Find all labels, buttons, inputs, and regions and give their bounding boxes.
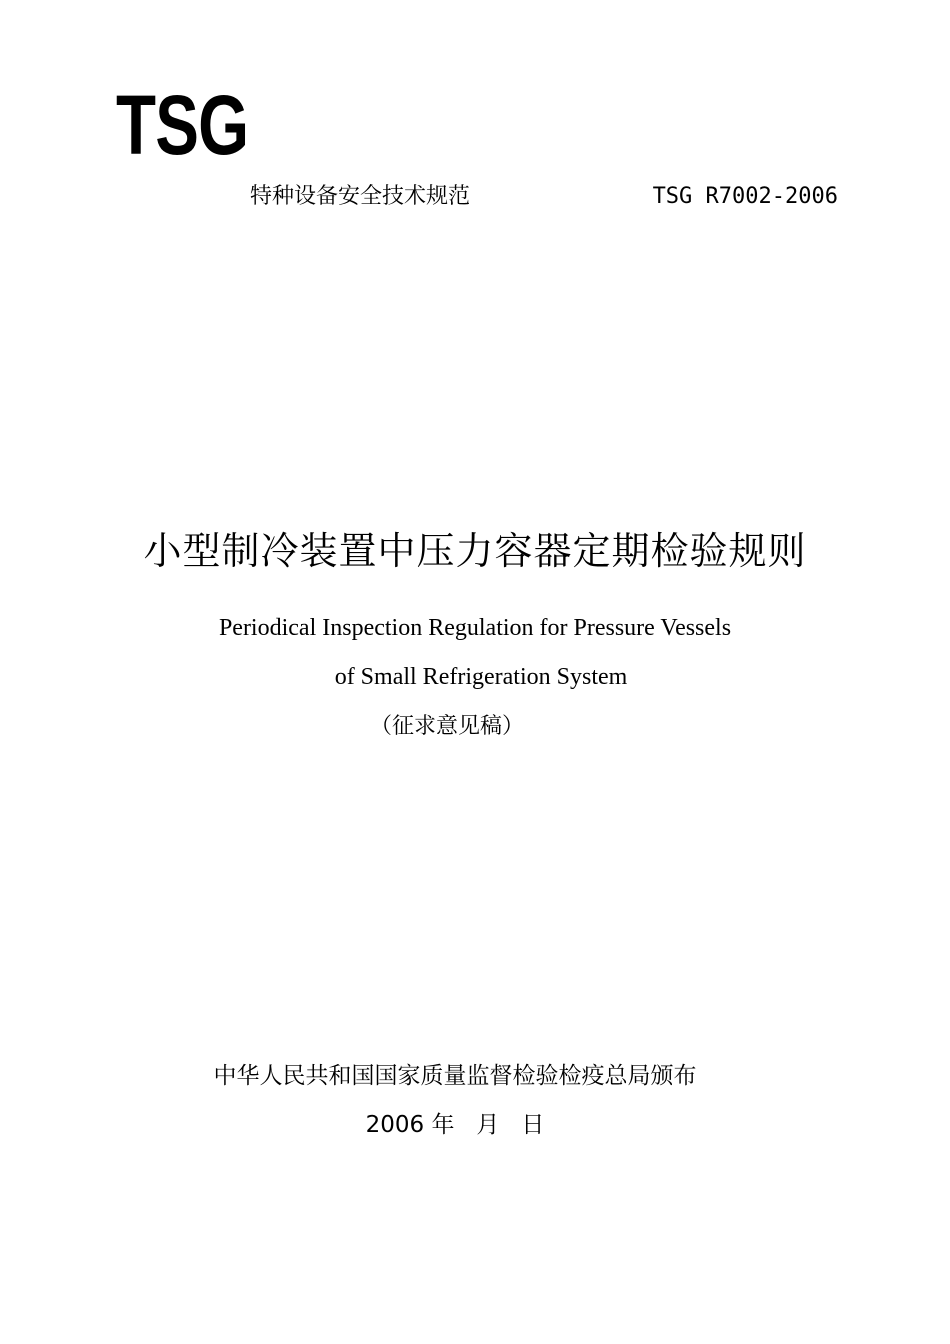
document-title-en-line2: of Small Refrigeration System	[334, 664, 628, 690]
standard-code: TSG R7002-2006	[652, 184, 838, 209]
issue-date: 2006 年 月 日	[365, 1112, 545, 1138]
series-label: 特种设备安全技术规范	[250, 184, 471, 209]
issuing-authority: 中华人民共和国国家质量监督检验检疫总局颁布	[213, 1063, 697, 1089]
document-title-en-line1: Periodical Inspection Regulation for Pressure Vessels	[218, 615, 732, 641]
draft-note: （征求意见稿）	[370, 714, 525, 739]
tsg-logo: TSG	[116, 78, 249, 172]
document-title-cn: 小型制冷装置中压力容器定期检验规则	[143, 529, 807, 573]
